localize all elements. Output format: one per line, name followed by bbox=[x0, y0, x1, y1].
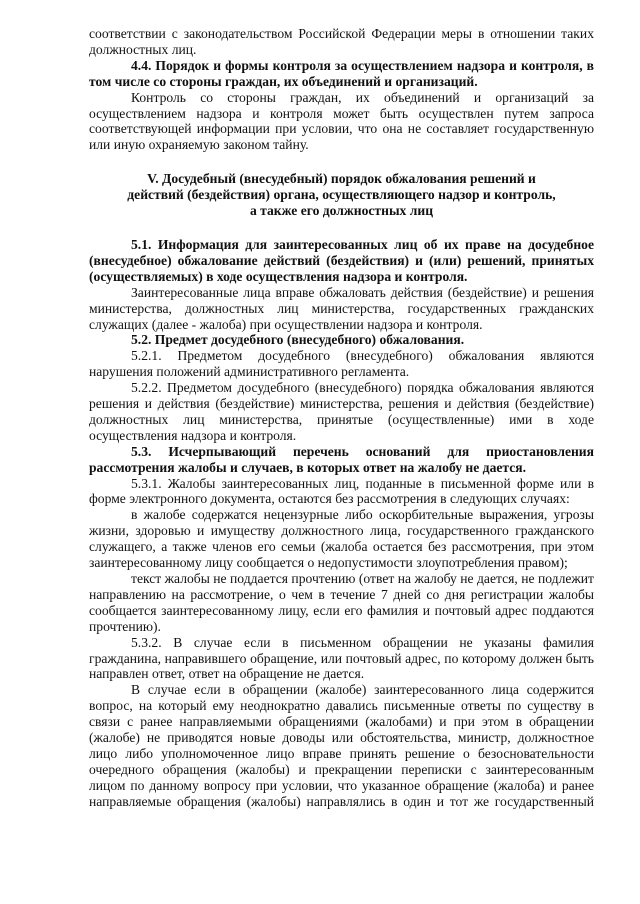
section-heading-5-2: 5.2. Предмет досудебного (внесудебного) обжалования. bbox=[131, 332, 465, 348]
document-body bbox=[89, 26, 594, 810]
paragraph-right-to-appeal: Заинтересованные лица вправе обжаловать действия (бездействие) и решения министерства, должностных лиц министерства, государственных гражданских служащих (далее - жалоба) при осуществлении надзора и контроля. bbox=[89, 284, 594, 332]
paragraph-control-citizens: Контроль со стороны граждан, их объединений и организаций за осуществлением надзора и контроля может быть осуществлен путем запроса соответствующей информации при условии, что она не составляет государственную или иную охраняемую законом тайну. bbox=[89, 89, 594, 153]
paragraph-5-2-1: 5.2.1. Предметом досудебного (внесудебного) обжалования являются нарушения положений административного регламента. bbox=[89, 348, 594, 380]
paragraph-unreadable-text: текст жалобы не поддается прочтению (ответ на жалобу не дается, не подлежит направлению на рассмотрение, о чем в течение 7 дней со дня регистрации жалобы сообщается заинтересованному лицу, если его фамилия и почтовый адрес поддаются прочтению). bbox=[89, 571, 594, 634]
chapter-title-line-1: V. Досудебный (внесудебный) порядок обжалования решений и bbox=[147, 171, 536, 187]
section-heading-5-1: 5.1. Информация для заинтересованных лиц об их праве на досудебное (внесудебное) обжалование действий (бездействия) и (или) решений, принятых (осуществляемых) в ходе осуществления надзора и контроля. bbox=[89, 236, 594, 284]
paragraph-repeated-appeal: В случае если в обращении (жалобе) заинтересованного лица содержится вопрос, на который ему неоднократно давались письменные ответы по существу в связи с ранее направляемыми обращениями (жалобами) и при этом в обращении (жалобе) не приводятся новые доводы или обстоятельства, министр, должностное лицо либо уполномоченное лицо вправе принять решение о безосновательности очередного обращения (жалобы) и прекращении переписки с заинтересованным лицом по данному вопросу при условии, что указанное обращение (жалоба) и ранее направляемые обращения (жалобы) направлялись в один и тот же государственный bbox=[89, 682, 594, 809]
spacer bbox=[89, 219, 594, 237]
paragraph-continuation: соответствии с законодательством Российской Федерации меры в отношении таких должностных лиц. bbox=[89, 26, 594, 57]
paragraph-obscene-content: в жалобе содержатся нецензурные либо оскорбительные выражения, угрозы жизни, здоровью и имуществу должностного лица, государственного гражданского служащего, а также членов его семьи (жалоба остается без рассмотрения, при этом заинтересованному лицу сообщается о недопустимости злоупотребления правом); bbox=[89, 507, 594, 571]
section-heading-4-4: 4.4. Порядок и формы контроля за осуществлением надзора и контроля, в том числе со стороны граждан, их объединений и организаций. bbox=[89, 57, 594, 89]
paragraph-5-3-2: 5.3.2. В случае если в письменном обращении не указаны фамилия гражданина, направившего обращение, или почтовый адрес, по которому должен быть направлен ответ, ответ на обращение не дается. bbox=[89, 634, 594, 682]
paragraph-5-3-1: 5.3.1. Жалобы заинтересованных лиц, поданные в письменной форме или в форме электронного документа, остаются без рассмотрения в следующих случаях: bbox=[89, 475, 594, 507]
section-heading-5-3: 5.3. Исчерпывающий перечень оснований для приостановления рассмотрения жалобы и случаев, в которых ответ на жалобу не дается. bbox=[89, 443, 594, 475]
paragraph-5-2-2: 5.2.2. Предметом досудебного (внесудебного) порядка обжалования являются решения и действия (бездействие) министерства, решения и действия (бездействие) должностных лиц министерства, принятые (осуществленные) ими в ходе осуществления надзора и контроля. bbox=[89, 380, 594, 443]
chapter-title-line-3: а также его должностных лиц bbox=[249, 203, 434, 219]
spacer bbox=[89, 153, 594, 171]
chapter-title-line-2: действий (бездействия) органа, осуществляющего надзор и контроль, bbox=[127, 187, 556, 203]
